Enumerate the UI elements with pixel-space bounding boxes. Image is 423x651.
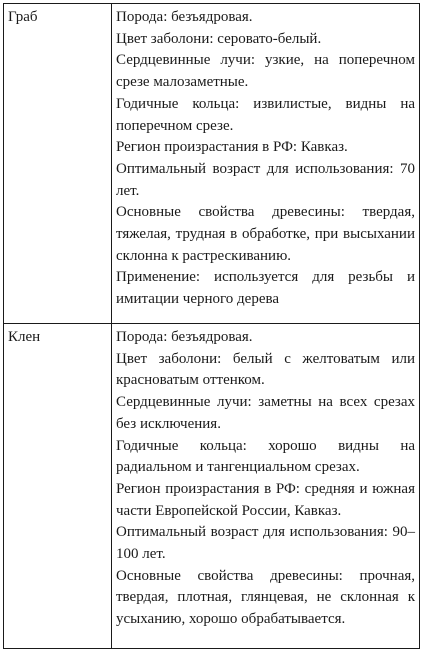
property-wood-qualities: Основные свойства древесины: прочная, твердая, плотная, глянцевая, не склонная к усыханию, хорошо обрабатывается. (116, 567, 415, 628)
property-growth-rings: Годичные кольца: хорошо видны на радиальном и тангенциальном срезах. (116, 437, 415, 476)
table-row-klen (4, 324, 420, 649)
species-name-cell (4, 4, 112, 324)
property-growth-rings: Годичные кольца: извилистые, видны на поперечном срезе. (116, 95, 415, 134)
property-optimal-age: Оптимальный возраст для использования: 90–100 лет. (116, 524, 415, 563)
property-region: Регион произрастания в РФ: средняя и южная части Европейской России, Кавказ. (116, 480, 415, 519)
species-name-cell (4, 324, 112, 649)
property-medullary-rays: Сердцевинные лучи: заметны на всех срезах без исключения. (116, 394, 415, 432)
species-description-cell (112, 4, 420, 324)
table-row-grab (4, 4, 420, 324)
property-optimal-age: Оптимальный возраст для использования: 70 лет. (116, 160, 415, 199)
property-sapwood-color: Цвет заболони: серовато-белый. (116, 30, 322, 47)
property-sapwood-color: Цвет заболони: белый с желтоватым или красноватым оттенком. (116, 350, 415, 389)
property-medullary-rays: Сердцевинные лучи: узкие, на поперечном срезе малозаметные. (116, 52, 415, 91)
property-wood-qualities: Основные свойства древесины: твердая, тяжелая, трудная в обработке, при высыхании склонна к растрескиванию. (116, 204, 415, 264)
species-name: Клен (8, 329, 41, 345)
property-application: Применение: используется для резьбы и имитации черного дерева (116, 269, 415, 308)
property-breed: Порода: безъядровая. (116, 329, 253, 345)
property-breed: Порода: безъядровая. (116, 9, 253, 25)
wood-species-table (3, 3, 420, 649)
property-region: Регион произрастания в РФ: Кавказ. (116, 139, 348, 156)
species-name: Граб (8, 9, 38, 25)
species-description-cell (112, 324, 420, 649)
